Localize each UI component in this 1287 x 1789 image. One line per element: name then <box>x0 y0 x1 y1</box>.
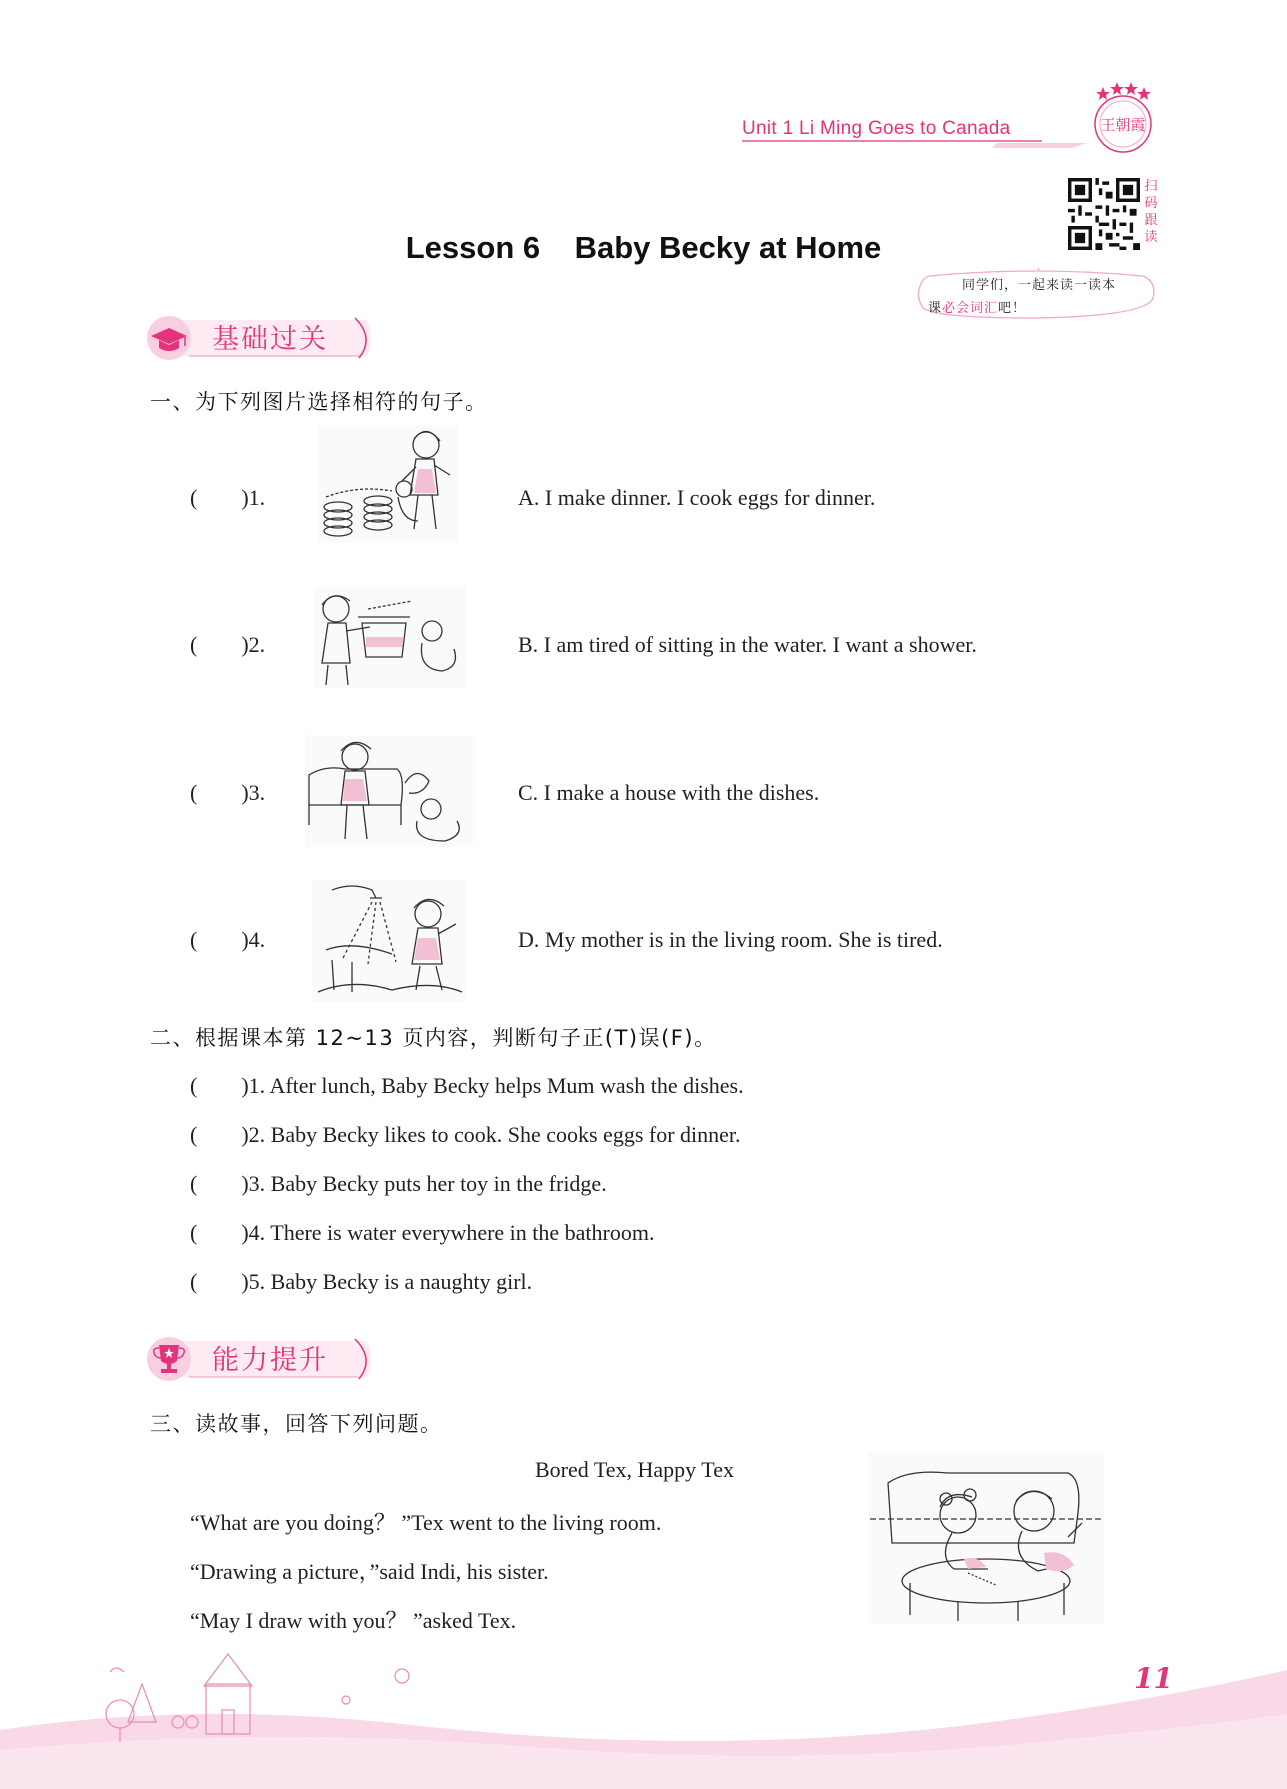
section-title-advanced: 能力提升 <box>212 1345 328 1376</box>
answer-bracket-2[interactable]: ( )2. <box>190 632 266 657</box>
tf-bracket-2[interactable]: ( ) <box>190 1122 249 1147</box>
part3-heading: 三、读故事，回答下列问题。 <box>150 1412 443 1436</box>
answer-bracket-3[interactable]: ( )3. <box>190 780 266 805</box>
story-title: Bored Tex, Happy Tex <box>535 1457 734 1482</box>
sentence-option-b: B. I am tired of sitting in the water. I want a shower. <box>518 632 977 657</box>
tf-item-1 <box>190 1073 744 1099</box>
story-line-2: “Drawing a picture，”said Indi, his sister. <box>190 1559 549 1584</box>
picture-1-stacked-dishes <box>318 425 458 543</box>
tf-bracket-3[interactable]: ( ) <box>190 1171 249 1196</box>
qr-bubble-line-2 <box>926 297 1152 320</box>
answer-bracket-1[interactable]: ( )1. <box>190 485 266 510</box>
tf-item-5 <box>190 1269 532 1295</box>
page-number: 11 <box>1134 1662 1173 1695</box>
qr-bubble-text <box>926 274 1152 320</box>
sentence-option-c: C. I make a house with the dishes. <box>518 780 820 805</box>
part1-heading: 一、为下列图片选择相符的句子。 <box>150 390 488 414</box>
section-title-basic: 基础过关 <box>212 324 328 355</box>
sentence-option-d: D. My mother is in the living room. She is tired. <box>518 927 943 952</box>
part2-heading: 二、根据课本第 12~13 页内容，判断句子正(T)误(F)。 <box>150 1026 717 1050</box>
picture-2-cooking-pot <box>314 587 466 689</box>
footer-wave-decoration <box>0 1630 1287 1789</box>
tf-bracket-4[interactable]: ( ) <box>190 1220 249 1245</box>
logo-text: 王朝霞 <box>1100 116 1146 134</box>
header-underline <box>742 140 1087 148</box>
tf-item-2 <box>190 1122 741 1148</box>
tf-text-5: 5. Baby Becky is a naughty girl. <box>248 1269 533 1294</box>
tf-text-1: 1. After lunch, Baby Becky helps Mum wash the dishes. <box>248 1073 744 1098</box>
tf-item-4 <box>190 1220 655 1246</box>
picture-4-shower-water <box>312 880 467 1002</box>
tf-text-2: 2. Baby Becky likes to cook. She cooks eggs for dinner. <box>248 1122 741 1147</box>
lesson-title: Lesson 6 Baby Becky at Home <box>405 230 882 265</box>
sentence-option-a: A. I make dinner. I cook eggs for dinner. <box>518 485 876 510</box>
story-line-1: “What are you doing？ ”Tex went to the living room. <box>190 1510 662 1535</box>
unit-header: Unit 1 Li Ming Goes to Canada <box>742 118 1011 139</box>
qr-bubble-part: 课 <box>928 301 943 316</box>
tf-item-3 <box>190 1171 607 1197</box>
qr-bubble-line-1: 同学们，一起来读一读本 <box>961 278 1116 293</box>
qr-bubble-highlight: 必会词汇 <box>942 301 999 316</box>
picture-3-mum-on-sofa <box>305 735 473 847</box>
qr-bubble-part: 吧！ <box>998 301 1027 316</box>
qr-scan-label: 扫码跟读 <box>1144 179 1158 245</box>
story-picture-children-drawing <box>868 1453 1104 1625</box>
story-line-3: “May I draw with you？ ”asked Tex. <box>190 1608 517 1633</box>
publisher-logo-seal <box>1085 78 1161 158</box>
answer-bracket-4[interactable]: ( )4. <box>190 927 266 952</box>
tf-bracket-5[interactable]: ( ) <box>190 1269 249 1294</box>
tf-text-3: 3. Baby Becky puts her toy in the fridge. <box>248 1171 607 1196</box>
tf-text-4: 4. There is water everywhere in the bathroom. <box>248 1220 655 1245</box>
tf-bracket-1[interactable]: ( ) <box>190 1073 249 1098</box>
